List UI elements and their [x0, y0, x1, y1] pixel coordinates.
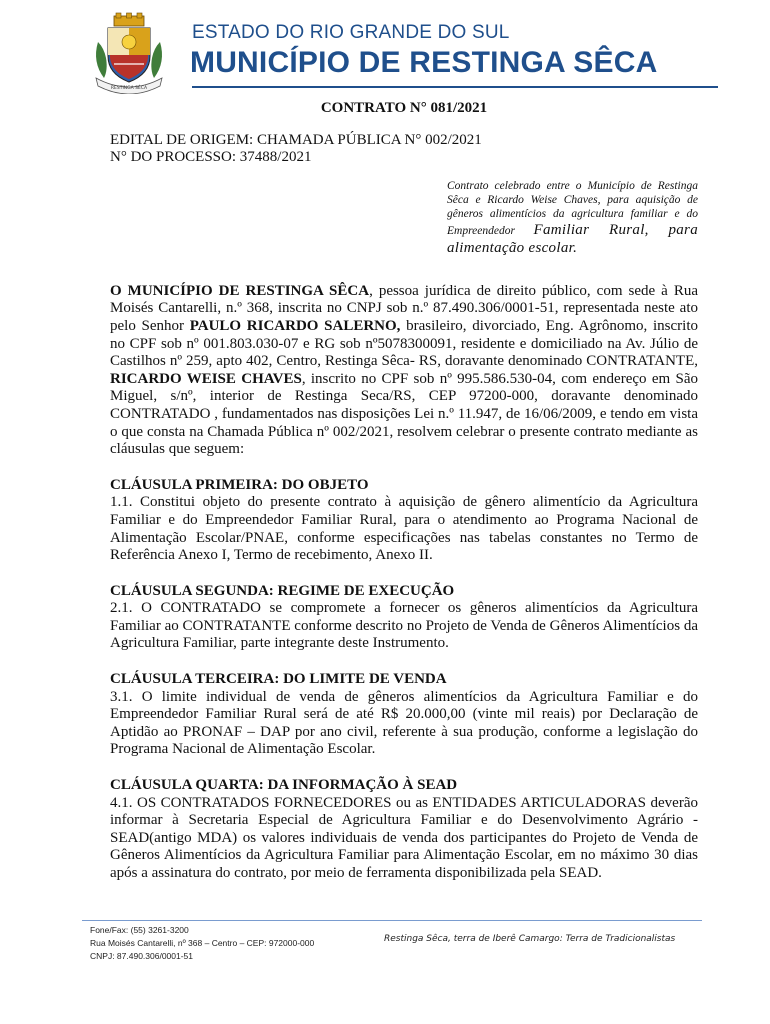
- footer-contact: [90, 924, 314, 963]
- clause-body: 4.1. OS CONTRATADOS FORNECEDORES ou as ENTIDADES ARTICULADORAS deverão informar à Secretaria Especial de Agricultura Familiar e do Desenvolvimento Agrário - SEAD(antigo MDA) os valores individuais de venda dos participantes do Projeto de Venda de Gêneros Alimentícios da Agricultura Familiar para Alimentação Escolar, em no máximo 30 dias após a assinatura do contrato, por meio de ferramenta disponibilizada pela SEAD.: [110, 794, 698, 881]
- intro-text-3: , inscrito no CPF sob nº 995.586.530-04, com endereço em São Miguel, s/nº, interior de Restinga Seca/RS, CEP 97200-000, doravante denominado CONTRATADO , fundamentados nas disposições Lei n.º 11.947, de 16/06/2009, e tendo em vista o que consta na Chamada Pública nº 002/2021, resolvem celebrar o presente contrato mediante as cláusulas que seguem:: [110, 370, 698, 458]
- intro-text-2: brasileiro, divorciado, Eng. Agrônomo, inscrito no CPF sob nº 001.803.030-07 e RG sob nº5078300091, residente e domiciliado na Av. Júlio de Castilhos nº 259, apto 402, Centro, Restinga Sêca- RS, doravante denominado CONTRATANTE,: [110, 317, 698, 370]
- contract-title: CONTRATO N° 081/2021: [320, 100, 488, 116]
- intro-paragraph: [110, 283, 698, 459]
- municipal-coat-of-arms-icon: [88, 12, 170, 94]
- state-name: ESTADO DO RIO GRANDE DO SUL: [192, 22, 510, 43]
- contract-body: [110, 100, 698, 883]
- clause-body: 3.1. O limite individual de venda de gêneros alimentícios da Agricultura Familiar e do Empreendedor Familiar Rural será de até R$ 20.000,00 (vinte mil reais) por Declaração de Aptidão ao PRONAF – DAP por ano civil, referente à sua produção, conforme a legislação do Programa Nacional de Alimentação Escolar.: [110, 688, 698, 758]
- process-number-line: N° DO PROCESSO: 37488/2021: [110, 149, 312, 166]
- clause-body: 1.1. Constitui objeto do presente contrato à aquisição de gênero alimentício da Agricultura Familiar e do Empreendedor Familiar Rural, para o atendimento ao Programa Nacional de Alimentação Escolar/PNAE, conforme especificações nas tabelas constantes no Termo de Referência Anexo I, Termo de recebimento, Anexo II.: [110, 494, 698, 564]
- clause-title: CLÁUSULA TERCEIRA: DO LIMITE DE VENDA: [110, 671, 447, 688]
- footer-address: Rua Moisés Cantarelli, nº 368 – Centro – CEP: 972000-000: [90, 938, 315, 948]
- svg-text:RESTINGA SÊCA: RESTINGA SÊCA: [110, 86, 148, 91]
- letterhead: [88, 12, 728, 92]
- contract-summary: [447, 179, 698, 257]
- clause-body: 2.1. O CONTRATADO se compromete a fornecer os gêneros alimentícios da Agricultura Familiar ao CONTRATANTE conforme descrito no Projeto de Venda de Gêneros Alimentícios da Agricultura Familiar, parte integrante deste Instrumento.: [110, 600, 698, 652]
- summary-small-text: Contrato celebrado entre o Município de Restinga Sêca e Ricardo Weise Chaves, para aquisição de gêneros alimentícios da agricultura familiar e do Empreendedor: [447, 179, 698, 237]
- clause-third: [110, 671, 698, 759]
- intro-text-1: , pessoa jurídica de direito público, com sede à Rua Moisés Cantarelli, n.º 368, inscrita no CNPJ sob n.º 87.490.306/0001-51, representada neste ato pelo Senhor: [110, 282, 698, 334]
- footer-slogan: Restinga Sêca, terra de Iberê Camargo: Terra de Tradicionalistas: [384, 934, 676, 944]
- edital-line: EDITAL DE ORIGEM: CHAMADA PÚBLICA N° 002/2021: [110, 131, 482, 148]
- clause-title: CLÁUSULA QUARTA: DA INFORMAÇÃO À SEAD: [110, 777, 458, 794]
- mayor-name: PAULO RICARDO SALERNO,: [189, 317, 401, 334]
- clause-fourth: [110, 777, 698, 883]
- clause-second: [110, 583, 698, 653]
- footer-phone: Fone/Fax: (55) 3261-3200: [90, 925, 189, 935]
- municipality-name: MUNICÍPIO DE RESTINGA SÊCA: [190, 46, 658, 79]
- summary-large-text: Familiar Rural, para alimentação escolar.: [447, 221, 698, 256]
- contractor-municipality-name: O MUNICÍPIO DE RESTINGA SÊCA: [110, 282, 370, 299]
- contracted-name: RICARDO WEISE CHAVES: [110, 370, 302, 387]
- footer-divider: [82, 920, 702, 921]
- header-divider: [192, 86, 718, 88]
- clause-title: CLÁUSULA PRIMEIRA: DO OBJETO: [110, 476, 369, 493]
- clause-first: [110, 477, 698, 565]
- footer-cnpj: CNPJ: 87.490.306/0001-51: [90, 951, 194, 961]
- clause-title: CLÁUSULA SEGUNDA: REGIME DE EXECUÇÃO: [110, 582, 455, 599]
